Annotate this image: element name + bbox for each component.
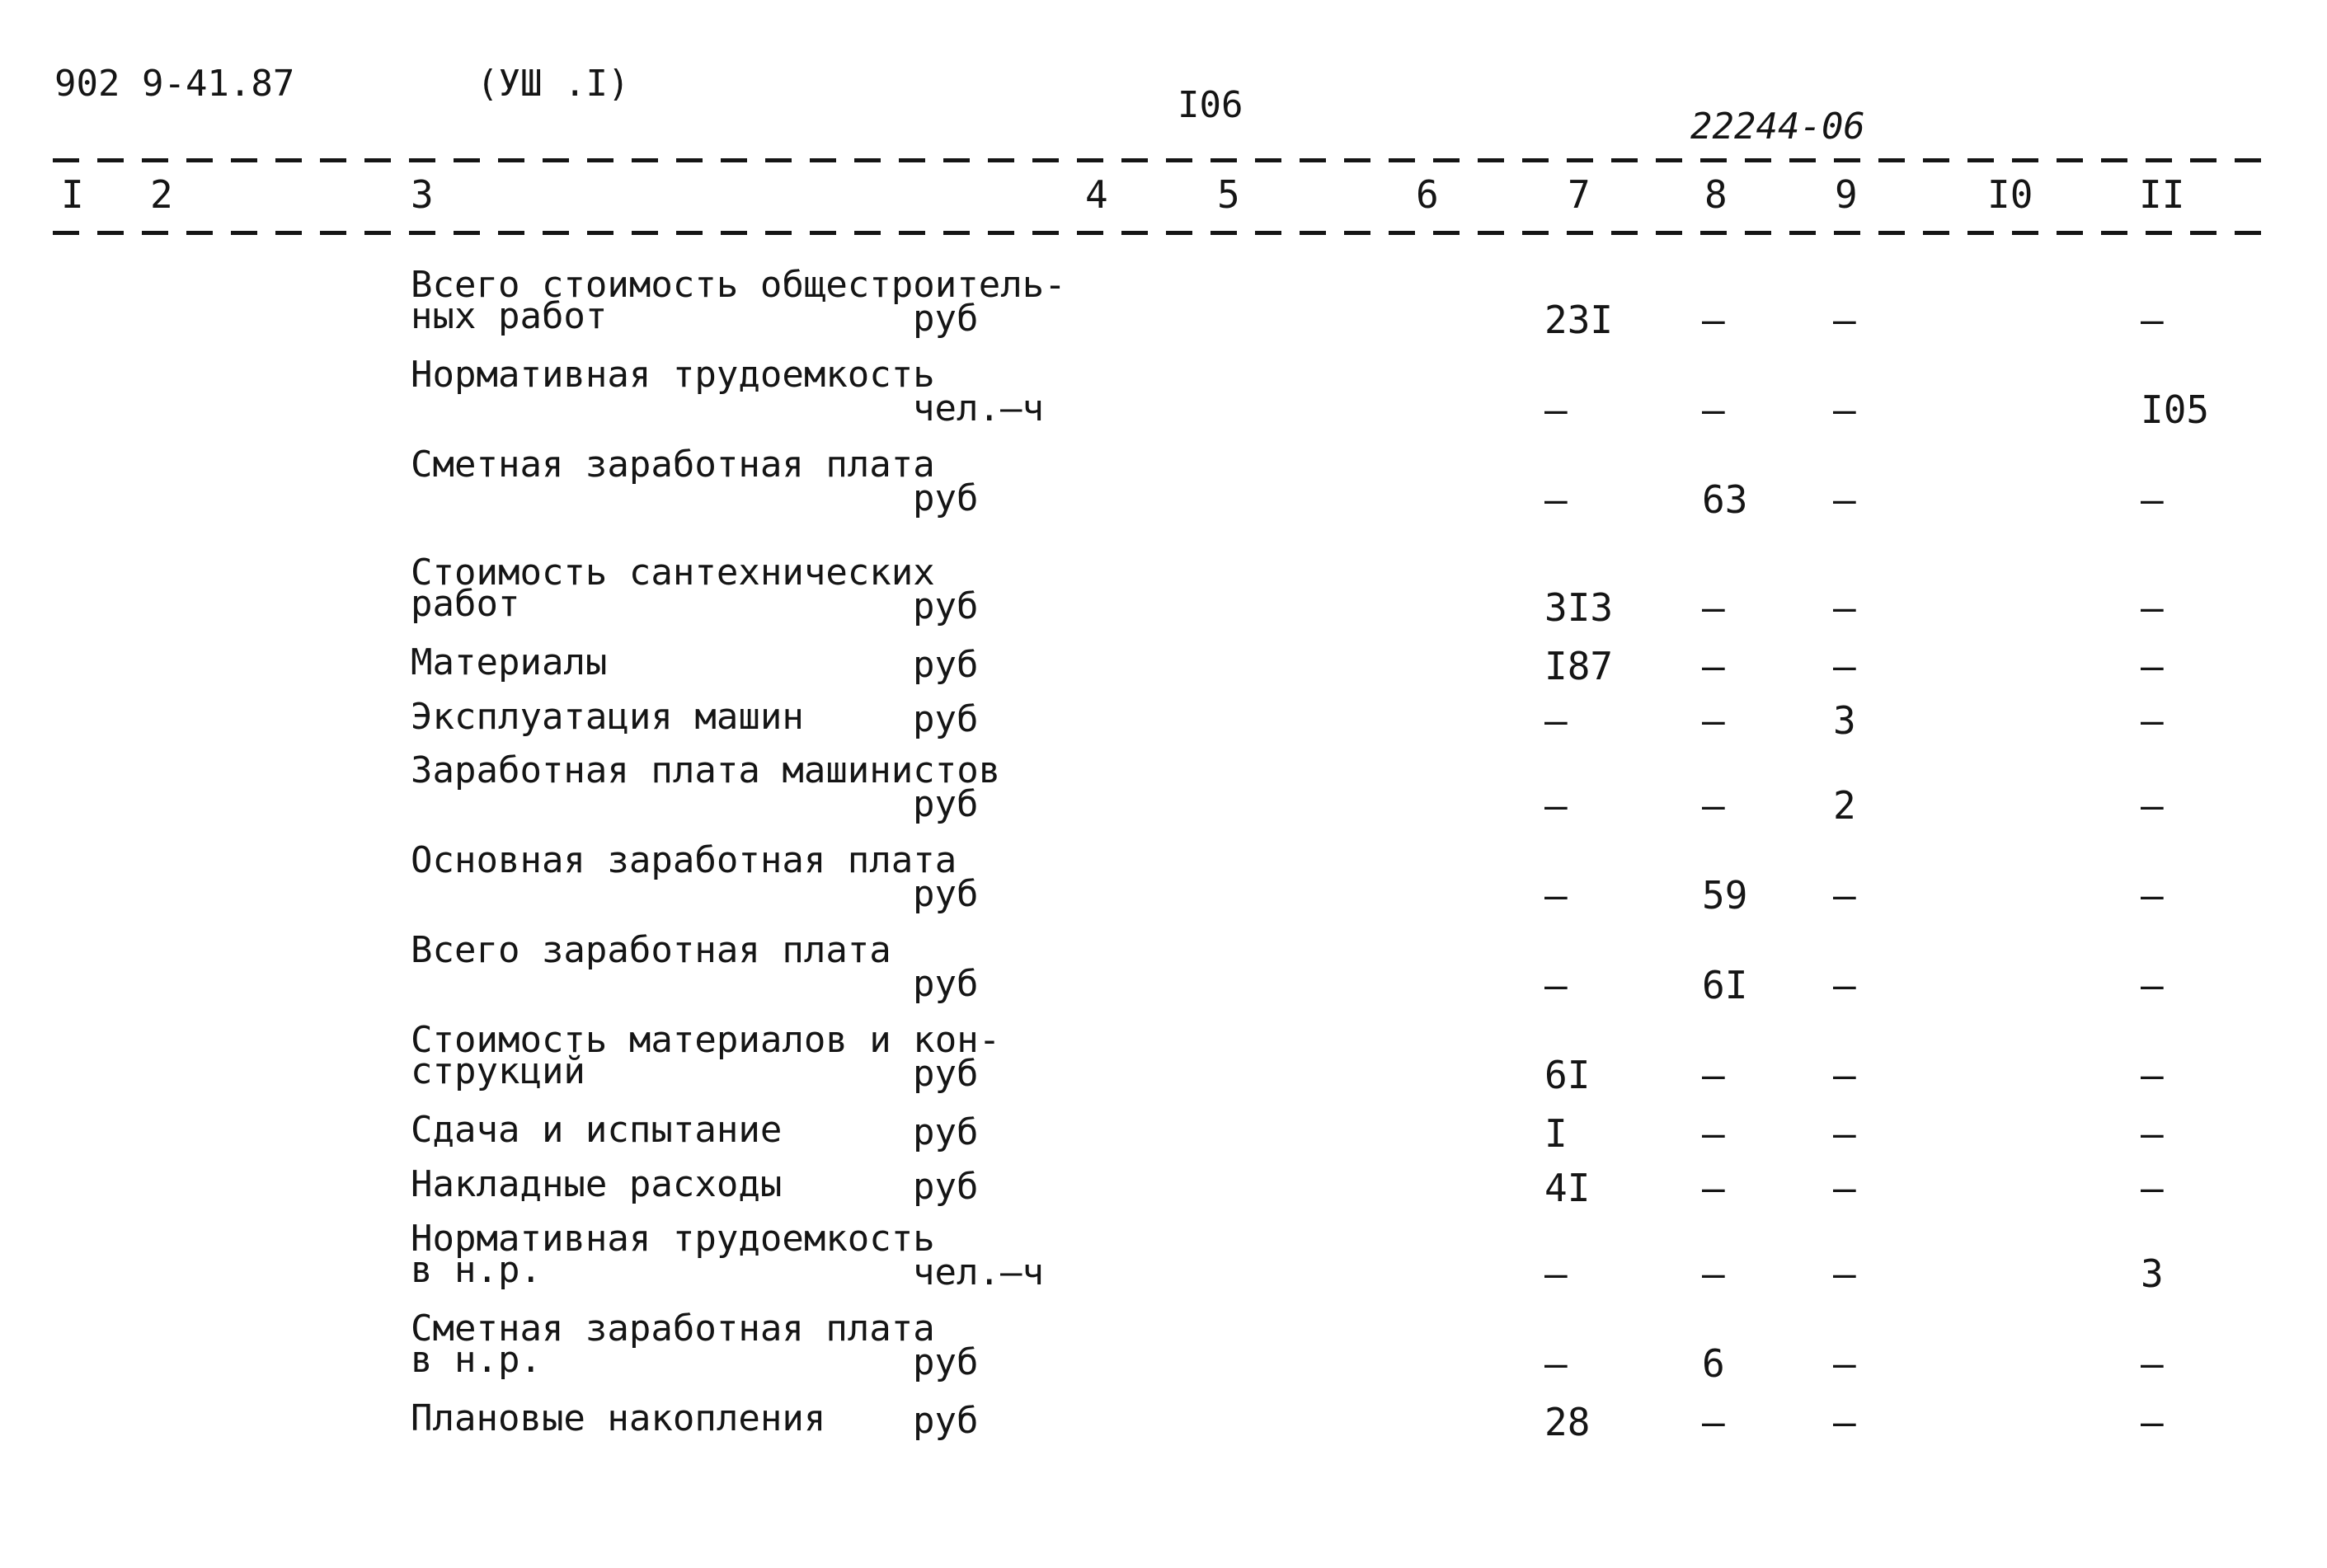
column-header-8: 8 [1704,172,1728,217]
row-description: Стоимость материалов и кон- струкций [411,1019,1001,1092]
row-description: Всего заработная плата [411,929,891,971]
cell-col-9: – [1833,644,1856,688]
column-header-5: 5 [1217,172,1240,217]
row-unit: руб [913,1400,979,1442]
cell-col-7: – [1544,1251,1568,1296]
cell-col-8: – [1702,585,1725,630]
row-description: Заработная плата машинистов [411,749,1001,791]
cell-col-9: – [1833,1053,1856,1097]
cell-col-8: – [1702,298,1725,342]
cell-col-11: 3 [2141,1251,2164,1296]
cell-col-7: 6I [1544,1053,1591,1097]
cell-col-11: – [2141,1111,2164,1156]
row-description: Накладные расходы [411,1163,783,1205]
cell-col-11: I05 [2141,387,2210,432]
cell-col-7: 28 [1544,1400,1591,1444]
row-description: Материалы [411,641,608,683]
cell-col-8: – [1702,387,1725,432]
cell-col-7: I87 [1544,644,1614,688]
column-header-2: 2 [150,172,173,217]
cell-col-9: – [1833,477,1856,522]
row-unit: руб [913,963,979,1005]
cell-col-9: – [1833,1166,1856,1210]
cell-col-11: – [2141,585,2164,630]
row-unit: руб [913,1053,979,1095]
row-description: Нормативная трудоемкость в н.р. [411,1218,935,1291]
column-header-1: I [61,172,84,217]
row-unit: руб [913,1166,979,1208]
cell-col-7: I [1544,1111,1568,1156]
cell-col-8: 63 [1702,477,1748,522]
row-description: Основная заработная плата [411,839,957,881]
sheet-code: 22244-06 [1690,106,1865,148]
row-unit: руб [913,783,979,825]
cell-col-7: 23I [1544,298,1614,342]
cell-col-11: – [2141,698,2164,743]
cell-col-7: – [1544,873,1568,918]
section-label: (УШ .I) [477,63,630,105]
cell-col-11: – [2141,298,2164,342]
row-unit: руб [913,698,979,740]
cell-col-8: 6I [1702,963,1748,1007]
cell-col-11: – [2141,1341,2164,1386]
row-unit: руб [913,873,979,915]
cell-col-7: 4I [1544,1166,1591,1210]
column-header-6: 6 [1416,172,1439,217]
cell-col-8: 59 [1702,873,1748,918]
column-header-9: 9 [1835,172,1858,217]
cell-col-8: – [1702,1111,1725,1156]
row-description: Плановые накопления [411,1397,826,1439]
column-header-11: II [2139,172,2185,217]
cell-col-9: – [1833,963,1856,1007]
cell-col-7: – [1544,387,1568,432]
cell-col-9: – [1833,298,1856,342]
page-number: I06 [1178,84,1243,126]
column-header-3: 3 [411,172,434,217]
row-unit: руб [913,477,979,519]
cell-col-8: 6 [1702,1341,1725,1386]
cell-col-11: – [2141,963,2164,1007]
cell-col-7: – [1544,783,1568,828]
table-header-rule [53,231,2276,235]
row-unit: руб [913,298,979,340]
column-header-7: 7 [1568,172,1591,217]
cell-col-9: 3 [1833,698,1856,743]
row-unit: чел.–ч [913,1251,1044,1293]
cell-col-8: – [1702,644,1725,688]
cell-col-11: – [2141,1400,2164,1444]
row-unit: руб [913,585,979,627]
row-unit: руб [913,1341,979,1383]
document-code: 902 9-41.87 [54,63,295,105]
row-unit: чел.–ч [913,387,1044,430]
cell-col-11: – [2141,783,2164,828]
table-top-rule [53,158,2276,162]
cell-col-11: – [2141,1053,2164,1097]
row-unit: руб [913,1111,979,1153]
row-description: Сметная заработная плата в н.р. [411,1307,935,1381]
cell-col-7: – [1544,698,1568,743]
column-header-10: I0 [1987,172,2033,217]
cell-col-9: – [1833,873,1856,918]
row-description: Сметная заработная плата [411,444,935,486]
cell-col-7: – [1544,477,1568,522]
cell-col-11: – [2141,644,2164,688]
row-description: Стоимость сантехнических работ [411,552,935,625]
row-description: Сдача и испытание [411,1109,783,1151]
cell-col-7: – [1544,963,1568,1007]
cell-col-9: – [1833,1251,1856,1296]
cell-col-11: – [2141,1166,2164,1210]
cell-col-8: – [1702,1400,1725,1444]
cell-col-8: – [1702,698,1725,743]
column-header-4: 4 [1085,172,1108,217]
cell-col-11: – [2141,477,2164,522]
cell-col-9: – [1833,1341,1856,1386]
cell-col-9: – [1833,1400,1856,1444]
cell-col-8: – [1702,1166,1725,1210]
cell-col-9: 2 [1833,783,1856,828]
cell-col-9: – [1833,585,1856,630]
cell-col-8: – [1702,1053,1725,1097]
cell-col-7: 3I3 [1544,585,1614,630]
cell-col-8: – [1702,1251,1725,1296]
row-unit: руб [913,644,979,686]
row-description: Всего стоимость общестроитель- ных работ [411,264,1066,337]
cell-col-9: – [1833,387,1856,432]
cell-col-7: – [1544,1341,1568,1386]
cell-col-11: – [2141,873,2164,918]
cell-col-9: – [1833,1111,1856,1156]
cell-col-8: – [1702,783,1725,828]
row-description: Нормативная трудоемкость [411,354,935,396]
row-description: Эксплуатация машин [411,696,804,738]
